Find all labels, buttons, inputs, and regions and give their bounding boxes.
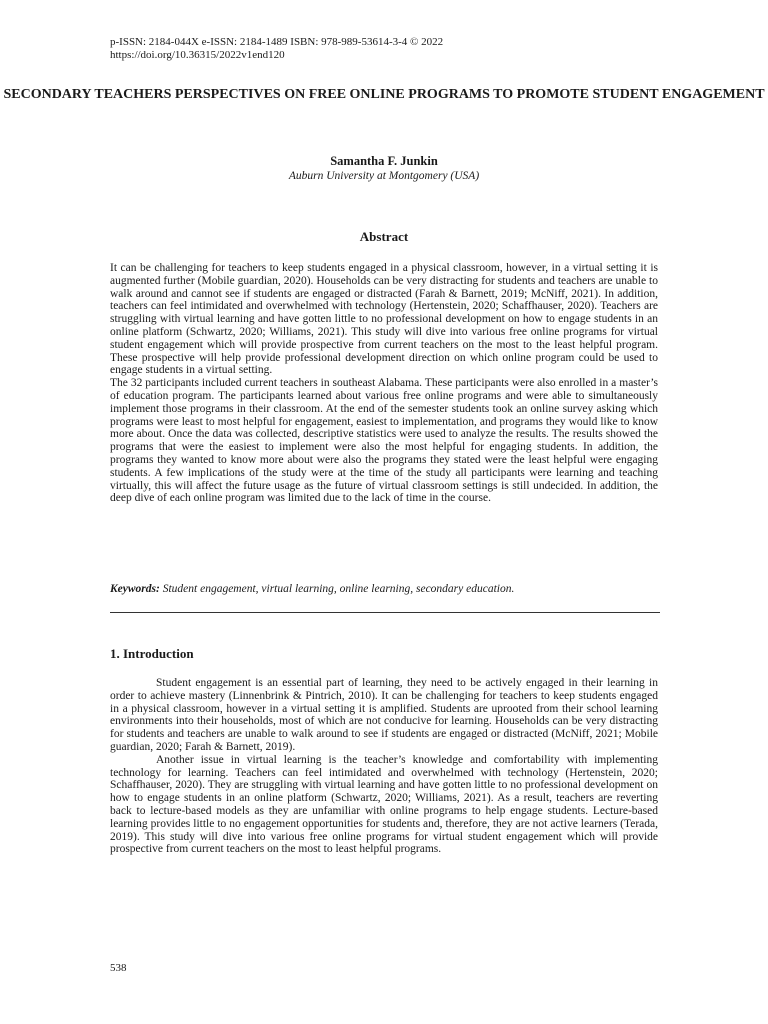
issn-line: p-ISSN: 2184-044X e-ISSN: 2184-1489 ISBN: 978-989-53614-3-4 © 2022 — [110, 36, 444, 48]
keywords-label: Keywords: — [110, 583, 160, 595]
section-divider — [110, 612, 660, 613]
abstract-paragraph: It can be challenging for teachers to keep students engaged in a physical classroom, however, in a virtual setting it is augmented further (Mobile guardian, 2020). Households can be very distracting for students and teachers are unable to walk around and cannot see if students are engaged or distracted (Farah & Barnett, 2019; McNiff, 2021). In addition, teachers can feel intimidated and overwhelmed with technology (Hertenstein, 2020; Schaffhauser, 2020). Teachers are struggling with virtual learning and have gotten little to no professional development on how to engage students in an online platform (Schwartz, 2020; Williams, 2021). This study will dive into various free online programs for virtual student engagement which will provide prospective from current teachers on the most to the least helpful program. These prospective will help provide professional development direction on which online program could be used to engage students in a virtual setting. — [110, 262, 658, 377]
author-affiliation: Auburn University at Montgomery (USA) — [288, 170, 480, 182]
keywords-text: Student engagement, virtual learning, online learning, secondary education. — [159, 583, 515, 595]
publication-metadata — [110, 36, 443, 62]
author-name: Samantha F. Junkin — [330, 154, 438, 168]
keywords — [110, 583, 658, 596]
introduction-heading: 1. Introduction — [110, 646, 194, 661]
paper-title: SECONDARY TEACHERS PERSPECTIVES ON FREE ONLINE PROGRAMS TO PROMOTE STUDENT ENGAGEMENT — [3, 87, 765, 102]
introduction-body — [110, 677, 658, 856]
introduction-paragraph: Student engagement is an essential part of learning, they need to be actively engaged in their learning in order to achieve mastery (Linnenbrink & Pintrich, 2010). It can be challenging for teachers to keep students engaged in a physical classroom, however in a virtual setting it is amplified. Students are uprooted from their school learning environments into their households, most of which are not conducive for learning. Households can be very distracting for students and teachers are unable to walk around to see if students are engaged or distracted (McNiff, 2021; Mobile guardian, 2020; Farah & Barnett, 2019). — [110, 677, 658, 753]
introduction-paragraph: Another issue in virtual learning is the teacher’s knowledge and comfortability with implementing technology for learning. Teachers can feel intimidated and overwhelmed with technology (Hertenstein, 2020; Schaffhauser, 2020). They are struggling with virtual learning and have gotten little to no professional development on how to engage students in an online platform (Schwartz, 2020; Williams, 2021). As a result, teachers are reverting back to lecture-based models as they are unfamiliar with online programs to help engage students. Lecture-based learning provides little to no engagement opportunities for students and, therefore, they are not active learners (Terada, 2019). This study will dive into various free online programs for virtual student engagement which will provide prospective from current teachers on the most to least helpful programs. — [110, 753, 658, 856]
abstract-paragraph: The 32 participants included current teachers in southeast Alabama. These participants were also enrolled in a master’s of education program. The participants learned about various free online programs and were able to simultaneously implement those programs in their classroom. At the end of the semester students took an online survey asking which programs were least to most helpful for engagement, easiest to implementation, and programs they would like to know more about. Once the data was collected, descriptive statistics were used to analyze the results. The results showed the programs that were the easiest to implement were also the most helpful for engaging students. In addition, the programs they wanted to know more about were also the programs they stated were the least helpful were engaging students. A few implications of the study were at the time of the study all participants were learning and teaching virtually, this will affect the future usage as the future of virtual classroom settings is still undecided. In addition, the deep dive of each online program was limited due to the lack of time in the course. — [110, 377, 658, 505]
abstract-body — [110, 262, 658, 505]
page-number: 538 — [110, 962, 127, 974]
abstract-heading: Abstract — [359, 229, 409, 244]
doi-link[interactable]: https://doi.org/10.36315/2022v1end120 — [110, 49, 285, 61]
